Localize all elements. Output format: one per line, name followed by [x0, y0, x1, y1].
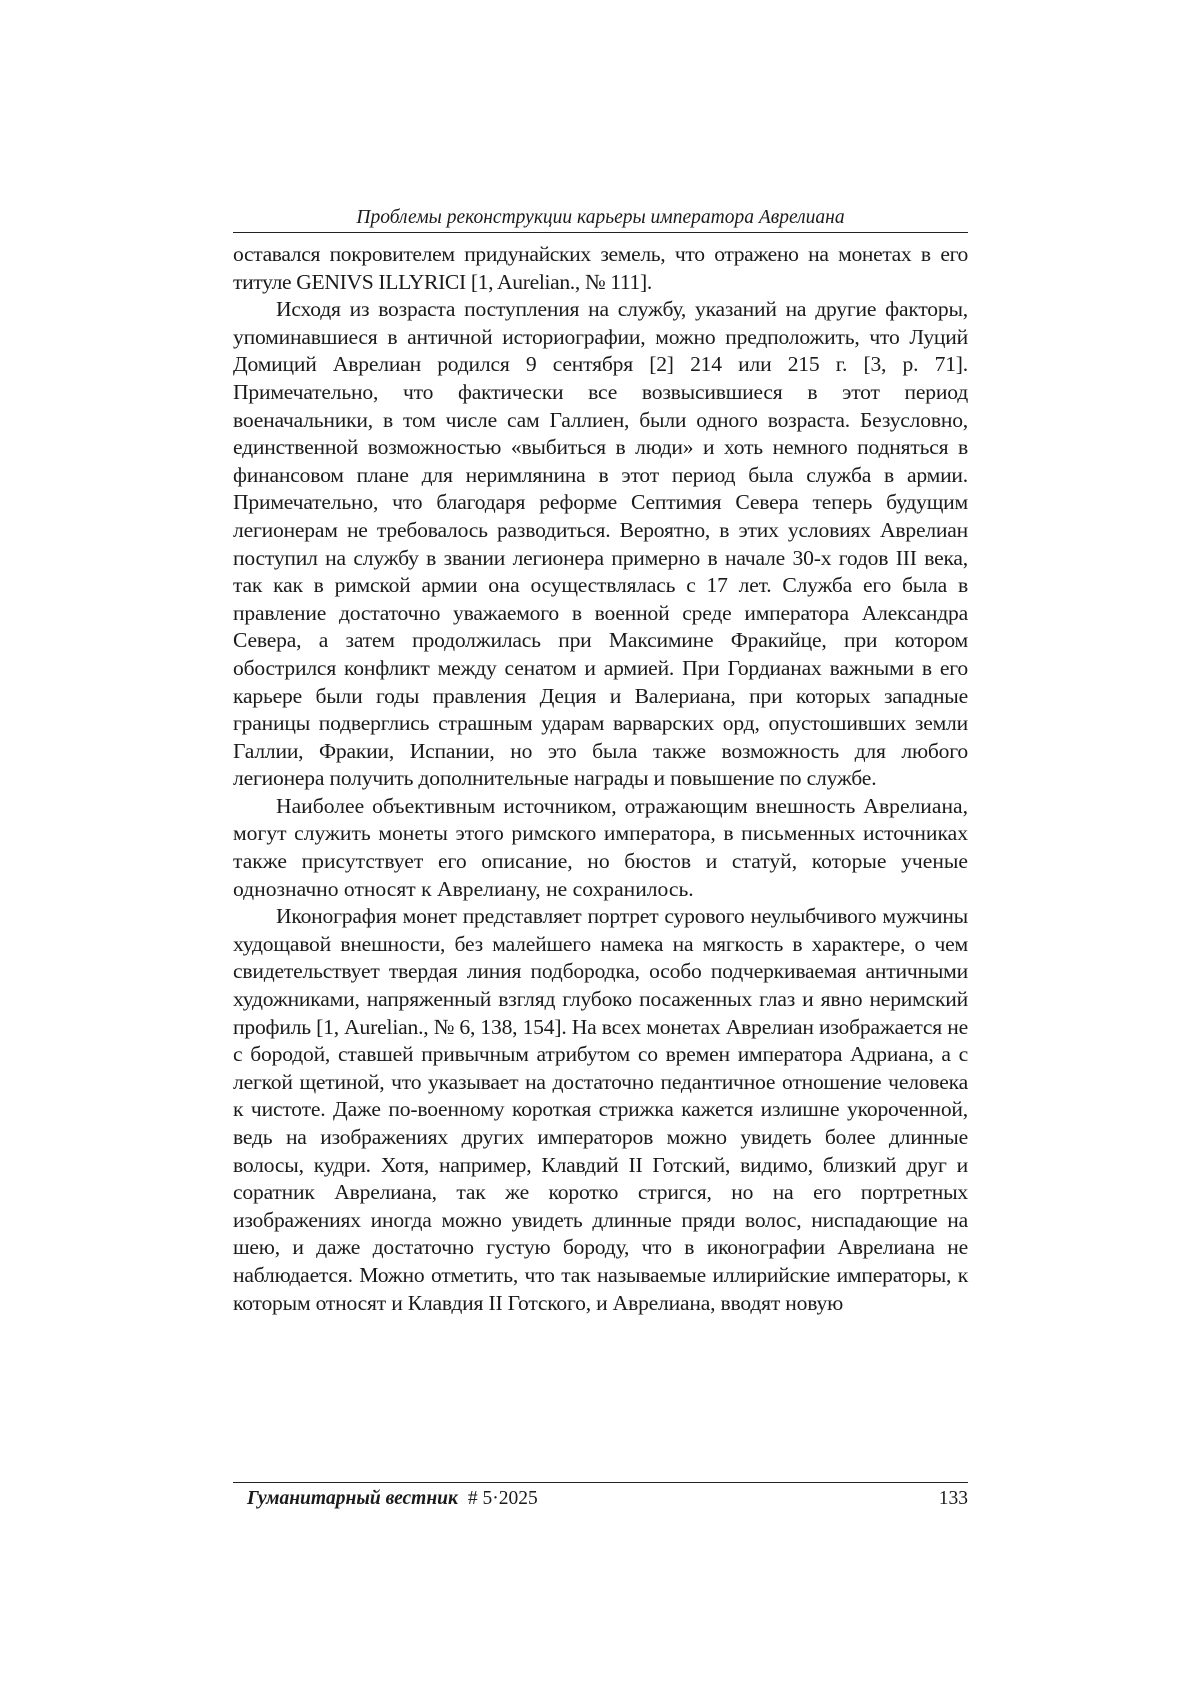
header-rule	[233, 232, 968, 233]
journal-page	[233, 0, 968, 1698]
footer-journal-info	[247, 1487, 538, 1511]
paragraph-coin-iconography: Иконография монет представляет портрет сурового неулыбчивого мужчины худощавой внешности, без малейшего намека на мягкость в характере, о чем свидетельствует твердая линия подбородка, особо подчеркиваемая античными художниками, напряженный взгляд глубоко посаженных глаз и явно неримский профиль [1, Aurelian., № 6, 138, 154]. На всех монетах Аврелиан изображается не с бородой, ставшей привычным атрибутом со времен императора Адриана, а с легкой щетиной, что указывает на достаточно педантичное отношение человека к чистоте. Даже по-военному короткая стрижка кажется излишне укороченной, ведь на изображениях других императоров можно увидеть более длинные волосы, кудри. Хотя, например, Клавдий II Готский, видимо, близкий друг и соратник Аврелиана, так же коротко стригся, но на его портретных изображениях иногда можно увидеть длинные пряди волос, ниспадающие на шею, и даже достаточно густую бороду, что в иконографии Аврелиана не наблюдается. Можно отметить, что так называемые иллирийские императоры, к которым относят и Клавдия II Готского, и Аврелиана, вводят новую	[233, 904, 968, 1315]
article-body	[233, 241, 968, 1317]
journal-name: Гуманитарный вестник	[247, 1488, 458, 1509]
page-footer	[233, 1487, 968, 1513]
running-header: Проблемы реконструкции карьеры императора Аврелиана	[356, 207, 845, 228]
footer-rule	[233, 1482, 968, 1483]
page-number: 133	[938, 1488, 968, 1509]
paragraph-continuation: оставался покровителем придунайских земель, что отражено на монетах в его титуле GENIVS ILLYRICI [1, Aurelian., № 111].	[233, 242, 968, 294]
paragraph-appearance-sources: Наиболее объективным источником, отражающим внешность Аврелиана, могут служить монеты этого римского императора, в письменных источниках также присутствует его описание, но бюстов и статуй, которые ученые однозначно относят к Аврелиану, не сохранилось.	[233, 793, 968, 901]
issue-number: # 5·2025	[467, 1488, 538, 1509]
paragraph-career-start: Исходя из возраста поступления на службу, указаний на другие факторы, упоминавшиеся в античной историографии, можно предположить, что Луций Домиций Аврелиан родился 9 сентября [2] 214 или 215 г. [3, p. 71]. Примечательно, что фактически все возвысившиеся в этот период военачальники, в том числе сам Галлиен, были одного возраста. Безусловно, единственной возможностью «выбиться в люди» и хоть немного подняться в финансовом плане для неримлянина в этот период была служба в армии. Примечательно, что благодаря реформе Септимия Севера теперь будущим легионерам не требовалось разводиться. Вероятно, в этих условиях Аврелиан поступил на службу в звании легионера примерно в начале 30-х годов III века, так как в римской армии она осуществлялась с 17 лет. Служба его была в правление достаточно уважаемого в военной среде императора Александра Севера, а затем продолжилась при Максимине Фракийце, при котором обострился конфликт между сенатом и армией. При Гордианах важными в его карьере были годы правления Деция и Валериана, при которых западные границы подверглись страшным ударам варварских орд, опустошивших земли Галлии, Фракии, Испании, но это была также возможность для любого легионера получить дополнительные награды и повышение по службе.	[233, 297, 968, 791]
